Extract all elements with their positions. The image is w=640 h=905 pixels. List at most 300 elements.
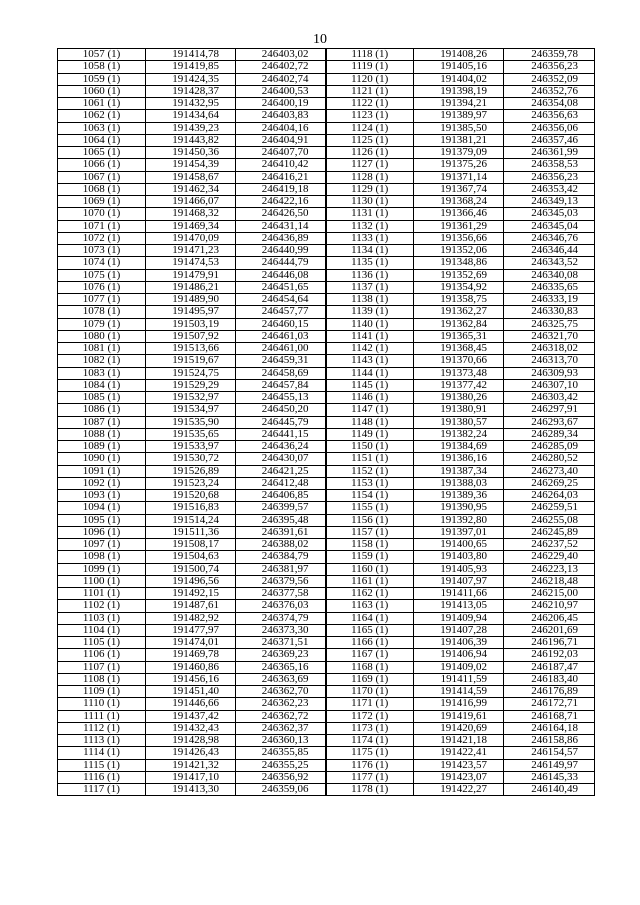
y-coordinate-cell: 246356,23 [504, 171, 595, 183]
table-row [58, 551, 595, 563]
y-coordinate-cell: 246223,13 [504, 563, 595, 575]
y-coordinate-cell: 246362,37 [236, 722, 326, 734]
y-coordinate-cell: 246422,16 [236, 196, 326, 208]
x-coordinate-cell: 191406,94 [414, 649, 504, 661]
x-coordinate-cell: 191503,19 [146, 318, 236, 330]
point-id-cell: 1125 (1) [326, 134, 414, 146]
y-coordinate-cell: 246391,61 [236, 526, 326, 538]
y-coordinate-cell: 246340,08 [504, 269, 595, 281]
y-coordinate-cell: 246353,42 [504, 183, 595, 195]
y-coordinate-cell: 246362,72 [236, 710, 326, 722]
y-coordinate-cell: 246259,51 [504, 502, 595, 514]
y-coordinate-cell: 246412,48 [236, 477, 326, 489]
x-coordinate-cell: 191368,24 [414, 196, 504, 208]
x-coordinate-cell: 191446,66 [146, 698, 236, 710]
point-id-cell: 1077 (1) [58, 294, 146, 306]
point-id-cell: 1060 (1) [58, 85, 146, 97]
x-coordinate-cell: 191384,69 [414, 441, 504, 453]
y-coordinate-cell: 246321,70 [504, 330, 595, 342]
x-coordinate-cell: 191486,21 [146, 281, 236, 293]
y-coordinate-cell: 246371,51 [236, 637, 326, 649]
x-coordinate-cell: 191407,28 [414, 624, 504, 636]
x-coordinate-cell: 191389,36 [414, 490, 504, 502]
x-coordinate-cell: 191422,27 [414, 784, 504, 796]
x-coordinate-cell: 191471,23 [146, 245, 236, 257]
point-id-cell: 1143 (1) [326, 355, 414, 367]
table-row [58, 306, 595, 318]
point-id-cell: 1086 (1) [58, 404, 146, 416]
y-coordinate-cell: 246381,97 [236, 563, 326, 575]
y-coordinate-cell: 246384,79 [236, 551, 326, 563]
point-id-cell: 1119 (1) [326, 61, 414, 73]
y-coordinate-cell: 246318,02 [504, 343, 595, 355]
point-id-cell: 1122 (1) [326, 98, 414, 110]
table-row [58, 281, 595, 293]
x-coordinate-cell: 191420,69 [414, 722, 504, 734]
point-id-cell: 1120 (1) [326, 73, 414, 85]
y-coordinate-cell: 246400,53 [236, 85, 326, 97]
point-id-cell: 1167 (1) [326, 649, 414, 661]
y-coordinate-cell: 246183,40 [504, 673, 595, 685]
table-row [58, 649, 595, 661]
x-coordinate-cell: 191365,31 [414, 330, 504, 342]
y-coordinate-cell: 246303,42 [504, 392, 595, 404]
x-coordinate-cell: 191474,01 [146, 637, 236, 649]
y-coordinate-cell: 246446,08 [236, 269, 326, 281]
point-id-cell: 1155 (1) [326, 502, 414, 514]
y-coordinate-cell: 246395,48 [236, 514, 326, 526]
y-coordinate-cell: 246399,57 [236, 502, 326, 514]
x-coordinate-cell: 191407,97 [414, 575, 504, 587]
x-coordinate-cell: 191388,03 [414, 477, 504, 489]
table-row [58, 771, 595, 783]
x-coordinate-cell: 191523,24 [146, 477, 236, 489]
y-coordinate-cell: 246343,52 [504, 257, 595, 269]
point-id-cell: 1075 (1) [58, 269, 146, 281]
table-row [58, 710, 595, 722]
x-coordinate-cell: 191419,85 [146, 61, 236, 73]
x-coordinate-cell: 191462,34 [146, 183, 236, 195]
x-coordinate-cell: 191387,34 [414, 465, 504, 477]
point-id-cell: 1135 (1) [326, 257, 414, 269]
x-coordinate-cell: 191426,43 [146, 747, 236, 759]
point-id-cell: 1172 (1) [326, 710, 414, 722]
table-row [58, 747, 595, 759]
x-coordinate-cell: 191404,02 [414, 73, 504, 85]
x-coordinate-cell: 191398,19 [414, 85, 504, 97]
y-coordinate-cell: 246356,63 [504, 110, 595, 122]
y-coordinate-cell: 246158,86 [504, 735, 595, 747]
point-id-cell: 1108 (1) [58, 673, 146, 685]
table-row [58, 514, 595, 526]
y-coordinate-cell: 246400,19 [236, 98, 326, 110]
table-row [58, 245, 595, 257]
y-coordinate-cell: 246359,78 [504, 49, 595, 61]
x-coordinate-cell: 191496,56 [146, 575, 236, 587]
x-coordinate-cell: 191516,83 [146, 502, 236, 514]
x-coordinate-cell: 191535,90 [146, 416, 236, 428]
point-id-cell: 1156 (1) [326, 514, 414, 526]
point-id-cell: 1113 (1) [58, 735, 146, 747]
y-coordinate-cell: 246404,16 [236, 122, 326, 134]
x-coordinate-cell: 191495,97 [146, 306, 236, 318]
y-coordinate-cell: 246450,20 [236, 404, 326, 416]
point-id-cell: 1090 (1) [58, 453, 146, 465]
y-coordinate-cell: 246280,52 [504, 453, 595, 465]
x-coordinate-cell: 191423,57 [414, 759, 504, 771]
table-row [58, 392, 595, 404]
x-coordinate-cell: 191370,66 [414, 355, 504, 367]
point-id-cell: 1071 (1) [58, 220, 146, 232]
table-row [58, 232, 595, 244]
x-coordinate-cell: 191458,67 [146, 171, 236, 183]
y-coordinate-cell: 246457,77 [236, 306, 326, 318]
x-coordinate-cell: 191451,40 [146, 686, 236, 698]
point-id-cell: 1067 (1) [58, 171, 146, 183]
x-coordinate-cell: 191358,75 [414, 294, 504, 306]
point-id-cell: 1146 (1) [326, 392, 414, 404]
point-id-cell: 1100 (1) [58, 575, 146, 587]
table-row [58, 110, 595, 122]
x-coordinate-cell: 191469,34 [146, 220, 236, 232]
table-row [58, 98, 595, 110]
x-coordinate-cell: 191354,92 [414, 281, 504, 293]
point-id-cell: 1163 (1) [326, 600, 414, 612]
y-coordinate-cell: 246458,69 [236, 367, 326, 379]
point-id-cell: 1092 (1) [58, 477, 146, 489]
y-coordinate-cell: 246335,65 [504, 281, 595, 293]
table-row [58, 686, 595, 698]
x-coordinate-cell: 191428,37 [146, 85, 236, 97]
table-row [58, 330, 595, 342]
table-row [58, 588, 595, 600]
point-id-cell: 1079 (1) [58, 318, 146, 330]
table-row [58, 416, 595, 428]
x-coordinate-cell: 191380,26 [414, 392, 504, 404]
y-coordinate-cell: 246388,02 [236, 539, 326, 551]
y-coordinate-cell: 246402,72 [236, 61, 326, 73]
x-coordinate-cell: 191411,66 [414, 588, 504, 600]
point-id-cell: 1101 (1) [58, 588, 146, 600]
y-coordinate-cell: 246168,71 [504, 710, 595, 722]
point-id-cell: 1140 (1) [326, 318, 414, 330]
y-coordinate-cell: 246255,08 [504, 514, 595, 526]
page-number: 10 [313, 32, 327, 47]
y-coordinate-cell: 246355,25 [236, 759, 326, 771]
table-row [58, 600, 595, 612]
point-id-cell: 1112 (1) [58, 722, 146, 734]
x-coordinate-cell: 191348,86 [414, 257, 504, 269]
y-coordinate-cell: 246346,76 [504, 232, 595, 244]
x-coordinate-cell: 191419,61 [414, 710, 504, 722]
point-id-cell: 1063 (1) [58, 122, 146, 134]
y-coordinate-cell: 246357,46 [504, 134, 595, 146]
y-coordinate-cell: 246416,21 [236, 171, 326, 183]
point-id-cell: 1142 (1) [326, 343, 414, 355]
y-coordinate-cell: 246297,91 [504, 404, 595, 416]
point-id-cell: 1123 (1) [326, 110, 414, 122]
y-coordinate-cell: 246404,91 [236, 134, 326, 146]
x-coordinate-cell: 191403,80 [414, 551, 504, 563]
table-row [58, 441, 595, 453]
point-id-cell: 1154 (1) [326, 490, 414, 502]
x-coordinate-cell: 191362,27 [414, 306, 504, 318]
x-coordinate-cell: 191356,66 [414, 232, 504, 244]
y-coordinate-cell: 246206,45 [504, 612, 595, 624]
point-id-cell: 1152 (1) [326, 465, 414, 477]
x-coordinate-cell: 191535,65 [146, 428, 236, 440]
point-id-cell: 1137 (1) [326, 281, 414, 293]
table-row [58, 477, 595, 489]
x-coordinate-cell: 191500,74 [146, 563, 236, 575]
point-id-cell: 1129 (1) [326, 183, 414, 195]
point-id-cell: 1111 (1) [58, 710, 146, 722]
point-id-cell: 1166 (1) [326, 637, 414, 649]
point-id-cell: 1115 (1) [58, 759, 146, 771]
x-coordinate-cell: 191468,32 [146, 208, 236, 220]
point-id-cell: 1087 (1) [58, 416, 146, 428]
x-coordinate-cell: 191366,46 [414, 208, 504, 220]
table-row [58, 490, 595, 502]
y-coordinate-cell: 246402,74 [236, 73, 326, 85]
x-coordinate-cell: 191409,94 [414, 612, 504, 624]
table-row [58, 208, 595, 220]
point-id-cell: 1126 (1) [326, 147, 414, 159]
y-coordinate-cell: 246362,70 [236, 686, 326, 698]
y-coordinate-cell: 246407,70 [236, 147, 326, 159]
y-coordinate-cell: 246455,13 [236, 392, 326, 404]
point-id-cell: 1083 (1) [58, 367, 146, 379]
point-id-cell: 1171 (1) [326, 698, 414, 710]
x-coordinate-cell: 191400,65 [414, 539, 504, 551]
x-coordinate-cell: 191377,42 [414, 379, 504, 391]
x-coordinate-cell: 191394,21 [414, 98, 504, 110]
point-id-cell: 1116 (1) [58, 771, 146, 783]
x-coordinate-cell: 191474,53 [146, 257, 236, 269]
x-coordinate-cell: 191434,64 [146, 110, 236, 122]
x-coordinate-cell: 191389,97 [414, 110, 504, 122]
x-coordinate-cell: 191507,92 [146, 330, 236, 342]
table-row [58, 379, 595, 391]
x-coordinate-cell: 191362,84 [414, 318, 504, 330]
point-id-cell: 1081 (1) [58, 343, 146, 355]
y-coordinate-cell: 246355,85 [236, 747, 326, 759]
point-id-cell: 1141 (1) [326, 330, 414, 342]
point-id-cell: 1078 (1) [58, 306, 146, 318]
y-coordinate-cell: 246436,24 [236, 441, 326, 453]
point-id-cell: 1157 (1) [326, 526, 414, 538]
point-id-cell: 1160 (1) [326, 563, 414, 575]
y-coordinate-cell: 246218,48 [504, 575, 595, 587]
x-coordinate-cell: 191470,09 [146, 232, 236, 244]
y-coordinate-cell: 246192,03 [504, 649, 595, 661]
point-id-cell: 1128 (1) [326, 171, 414, 183]
y-coordinate-cell: 246377,58 [236, 588, 326, 600]
point-id-cell: 1158 (1) [326, 539, 414, 551]
point-id-cell: 1061 (1) [58, 98, 146, 110]
x-coordinate-cell: 191421,18 [414, 735, 504, 747]
table-row [58, 563, 595, 575]
x-coordinate-cell: 191424,35 [146, 73, 236, 85]
table-row [58, 134, 595, 146]
y-coordinate-cell: 246406,85 [236, 490, 326, 502]
y-coordinate-cell: 246354,08 [504, 98, 595, 110]
y-coordinate-cell: 246419,18 [236, 183, 326, 195]
point-id-cell: 1058 (1) [58, 61, 146, 73]
table-row [58, 318, 595, 330]
point-id-cell: 1144 (1) [326, 367, 414, 379]
point-id-cell: 1089 (1) [58, 441, 146, 453]
y-coordinate-cell: 246349,13 [504, 196, 595, 208]
x-coordinate-cell: 191417,10 [146, 771, 236, 783]
point-id-cell: 1117 (1) [58, 784, 146, 796]
table-row [58, 612, 595, 624]
point-id-cell: 1069 (1) [58, 196, 146, 208]
table-row [58, 355, 595, 367]
table-row [58, 735, 595, 747]
x-coordinate-cell: 191397,01 [414, 526, 504, 538]
point-id-cell: 1074 (1) [58, 257, 146, 269]
table-row [58, 49, 595, 61]
x-coordinate-cell: 191511,36 [146, 526, 236, 538]
x-coordinate-cell: 191454,39 [146, 159, 236, 171]
y-coordinate-cell: 246345,04 [504, 220, 595, 232]
y-coordinate-cell: 246436,89 [236, 232, 326, 244]
point-id-cell: 1147 (1) [326, 404, 414, 416]
table-row [58, 171, 595, 183]
x-coordinate-cell: 191390,95 [414, 502, 504, 514]
y-coordinate-cell: 246172,71 [504, 698, 595, 710]
point-id-cell: 1138 (1) [326, 294, 414, 306]
x-coordinate-cell: 191526,89 [146, 465, 236, 477]
table-row [58, 722, 595, 734]
point-id-cell: 1165 (1) [326, 624, 414, 636]
y-coordinate-cell: 246461,03 [236, 330, 326, 342]
y-coordinate-cell: 246325,75 [504, 318, 595, 330]
x-coordinate-cell: 191381,21 [414, 134, 504, 146]
point-id-cell: 1105 (1) [58, 637, 146, 649]
y-coordinate-cell: 246330,83 [504, 306, 595, 318]
y-coordinate-cell: 246373,30 [236, 624, 326, 636]
y-coordinate-cell: 246196,71 [504, 637, 595, 649]
table-row [58, 159, 595, 171]
x-coordinate-cell: 191489,90 [146, 294, 236, 306]
point-id-cell: 1104 (1) [58, 624, 146, 636]
y-coordinate-cell: 246201,69 [504, 624, 595, 636]
point-id-cell: 1130 (1) [326, 196, 414, 208]
point-id-cell: 1127 (1) [326, 159, 414, 171]
table-row [58, 428, 595, 440]
point-id-cell: 1082 (1) [58, 355, 146, 367]
point-id-cell: 1057 (1) [58, 49, 146, 61]
table-row [58, 637, 595, 649]
x-coordinate-cell: 191477,97 [146, 624, 236, 636]
x-coordinate-cell: 191421,32 [146, 759, 236, 771]
point-id-cell: 1076 (1) [58, 281, 146, 293]
x-coordinate-cell: 191469,78 [146, 649, 236, 661]
y-coordinate-cell: 246365,16 [236, 661, 326, 673]
point-id-cell: 1110 (1) [58, 698, 146, 710]
x-coordinate-cell: 191508,17 [146, 539, 236, 551]
point-id-cell: 1070 (1) [58, 208, 146, 220]
point-id-cell: 1066 (1) [58, 159, 146, 171]
x-coordinate-cell: 191385,50 [414, 122, 504, 134]
x-coordinate-cell: 191432,43 [146, 722, 236, 734]
point-id-cell: 1124 (1) [326, 122, 414, 134]
y-coordinate-cell: 246352,09 [504, 73, 595, 85]
point-id-cell: 1068 (1) [58, 183, 146, 195]
point-id-cell: 1099 (1) [58, 563, 146, 575]
y-coordinate-cell: 246460,15 [236, 318, 326, 330]
point-id-cell: 1084 (1) [58, 379, 146, 391]
point-id-cell: 1176 (1) [326, 759, 414, 771]
y-coordinate-cell: 246307,10 [504, 379, 595, 391]
x-coordinate-cell: 191409,02 [414, 661, 504, 673]
y-coordinate-cell: 246215,00 [504, 588, 595, 600]
y-coordinate-cell: 246285,09 [504, 441, 595, 453]
x-coordinate-cell: 191375,26 [414, 159, 504, 171]
coordinates-table [57, 48, 595, 796]
y-coordinate-cell: 246176,89 [504, 686, 595, 698]
y-coordinate-cell: 246264,03 [504, 490, 595, 502]
point-id-cell: 1153 (1) [326, 477, 414, 489]
point-id-cell: 1159 (1) [326, 551, 414, 563]
y-coordinate-cell: 246454,64 [236, 294, 326, 306]
y-coordinate-cell: 246273,40 [504, 465, 595, 477]
x-coordinate-cell: 191406,39 [414, 637, 504, 649]
y-coordinate-cell: 246140,49 [504, 784, 595, 796]
x-coordinate-cell: 191443,82 [146, 134, 236, 146]
y-coordinate-cell: 246356,06 [504, 122, 595, 134]
y-coordinate-cell: 246457,84 [236, 379, 326, 391]
x-coordinate-cell: 191439,23 [146, 122, 236, 134]
x-coordinate-cell: 191411,59 [414, 673, 504, 685]
y-coordinate-cell: 246346,44 [504, 245, 595, 257]
table-row [58, 465, 595, 477]
point-id-cell: 1133 (1) [326, 232, 414, 244]
table-row [58, 526, 595, 538]
y-coordinate-cell: 246441,15 [236, 428, 326, 440]
x-coordinate-cell: 191368,45 [414, 343, 504, 355]
point-id-cell: 1065 (1) [58, 147, 146, 159]
y-coordinate-cell: 246164,18 [504, 722, 595, 734]
table-row [58, 367, 595, 379]
point-id-cell: 1088 (1) [58, 428, 146, 440]
x-coordinate-cell: 191413,05 [414, 600, 504, 612]
point-id-cell: 1096 (1) [58, 526, 146, 538]
x-coordinate-cell: 191533,97 [146, 441, 236, 453]
y-coordinate-cell: 246379,56 [236, 575, 326, 587]
point-id-cell: 1118 (1) [326, 49, 414, 61]
table-row [58, 220, 595, 232]
y-coordinate-cell: 246229,40 [504, 551, 595, 563]
point-id-cell: 1103 (1) [58, 612, 146, 624]
y-coordinate-cell: 246421,25 [236, 465, 326, 477]
point-id-cell: 1109 (1) [58, 686, 146, 698]
x-coordinate-cell: 191408,26 [414, 49, 504, 61]
point-id-cell: 1085 (1) [58, 392, 146, 404]
point-id-cell: 1174 (1) [326, 735, 414, 747]
y-coordinate-cell: 246360,13 [236, 735, 326, 747]
point-id-cell: 1177 (1) [326, 771, 414, 783]
point-id-cell: 1173 (1) [326, 722, 414, 734]
table-row [58, 784, 595, 796]
x-coordinate-cell: 191373,48 [414, 367, 504, 379]
x-coordinate-cell: 191423,07 [414, 771, 504, 783]
point-id-cell: 1062 (1) [58, 110, 146, 122]
point-id-cell: 1093 (1) [58, 490, 146, 502]
x-coordinate-cell: 191492,15 [146, 588, 236, 600]
